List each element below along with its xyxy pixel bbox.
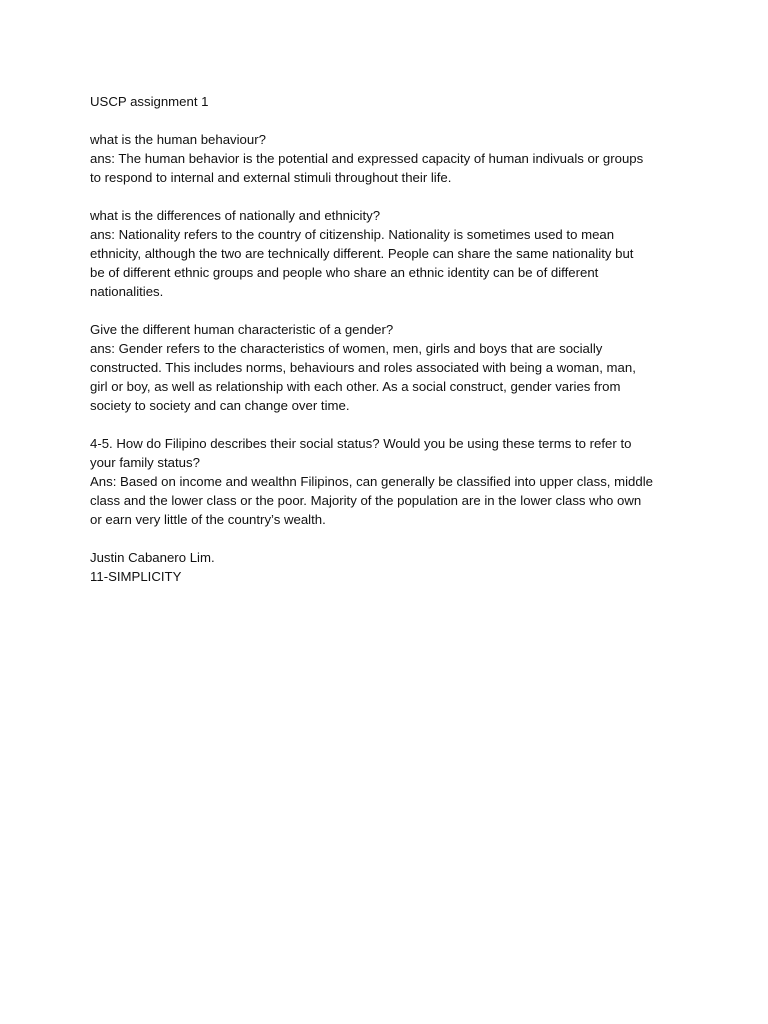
- question-4-line-2: your family status?: [90, 455, 200, 470]
- answer-2-line-1: ans: Nationality refers to the country of citizenship. Nationality is sometimes used to mean: [90, 227, 615, 242]
- answer-4-line-2: class and the lower class or the poor. Majority of the population are in the lower class who own: [90, 493, 642, 508]
- paragraph-gap: [90, 301, 690, 320]
- question-4-line-1: 4-5. How do Filipino describes their social status? Would you be using these terms to refer to: [90, 436, 632, 451]
- answer-1-line-1: ans: The human behavior is the potential and expressed capacity of human indivuals or groups: [90, 151, 644, 166]
- document-title: USCP assignment 1: [90, 94, 209, 109]
- answer-2-line-3: be of different ethnic groups and people who share an ethnic identity can be of different: [90, 265, 599, 280]
- answer-3-line-3: girl or boy, as well as relationship with each other. As a social construct, gender varies from: [90, 379, 621, 394]
- answer-4-line-1: Ans: Based on income and wealthn Filipinos, can generally be classified into upper class, middle: [90, 474, 653, 489]
- answer-3-line-1: ans: Gender refers to the characteristics of women, men, girls and boys that are socially: [90, 341, 603, 356]
- answer-3-line-4: society to society and can change over time.: [90, 398, 350, 413]
- answer-1-line-2: to respond to internal and external stimuli throughout their life.: [90, 170, 452, 185]
- question-1: what is the human behaviour?: [90, 132, 266, 147]
- paragraph-gap: [90, 187, 690, 206]
- signature-section: 11-SIMPLICITY: [90, 569, 182, 584]
- paragraph-gap: [90, 111, 690, 130]
- answer-3-line-2: constructed. This includes norms, behaviours and roles associated with being a woman, man,: [90, 360, 636, 375]
- question-2: what is the differences of nationally and ethnicity?: [90, 208, 381, 223]
- answer-2-line-4: nationalities.: [90, 284, 164, 299]
- answer-4-line-3: or earn very little of the country’s wealth.: [90, 512, 326, 527]
- answer-2-line-2: ethnicity, although the two are technically different. People can share the same nationality but: [90, 246, 634, 261]
- document-body: [90, 92, 690, 586]
- signature-name: Justin Cabanero Lim.: [90, 550, 215, 565]
- paragraph-gap: [90, 529, 690, 548]
- paragraph-gap: [90, 415, 690, 434]
- question-3: Give the different human characteristic of a gender?: [90, 322, 394, 337]
